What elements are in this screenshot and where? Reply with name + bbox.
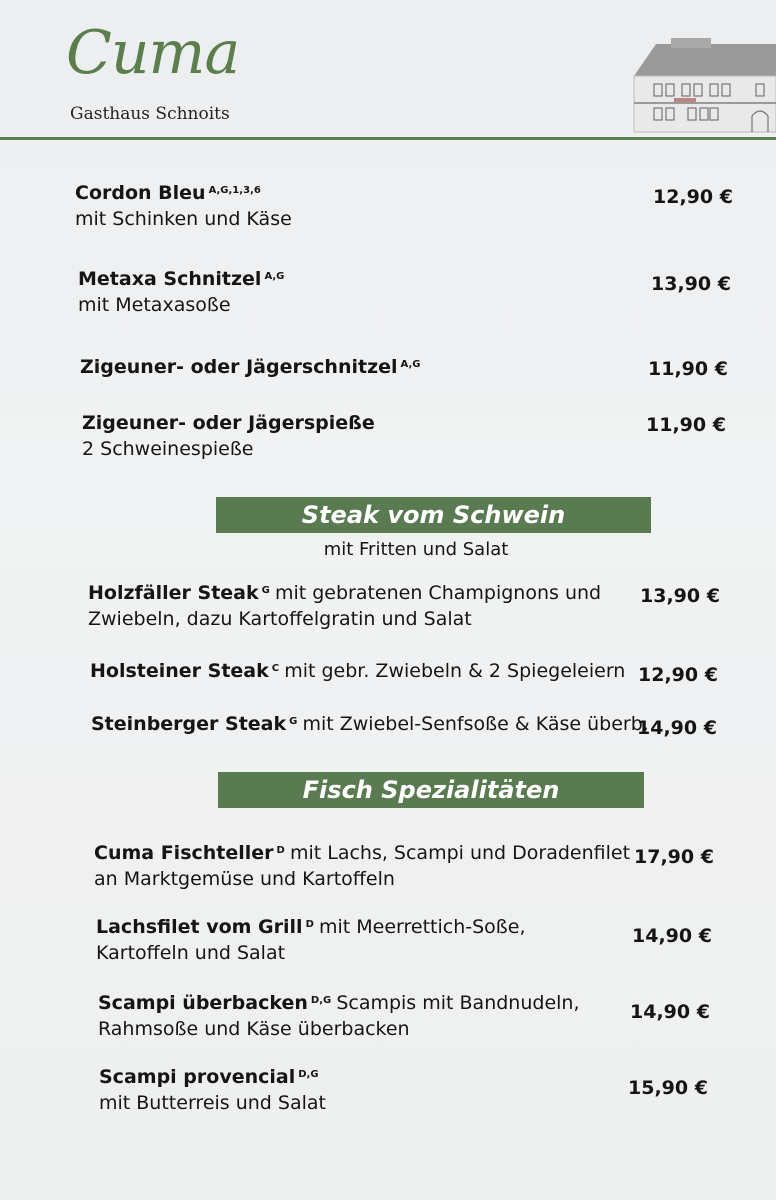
section-subtitle-steak: mit Fritten und Salat [323,539,509,560]
section-banner-fish: Fisch Spezialitäten [218,772,644,808]
item-name: Lachsfilet vom Grill [96,916,303,938]
item-description: mit Butterreis und Salat [99,1092,326,1114]
item-description: mit Zwiebel-Senfsoße & Käse überb. [302,713,649,735]
menu-item [96,916,525,964]
menu-item [98,992,580,1040]
item-price: 11,90 € [648,358,728,380]
item-allergens: C [271,662,280,674]
item-price: 13,90 € [651,273,731,295]
menu-item [80,356,420,378]
item-description: mit Metaxasoße [78,294,231,316]
item-description: 2 Schweinespieße [82,438,254,460]
item-allergens: G [261,584,270,596]
item-name: Holzfäller Steak [88,582,259,604]
item-name: Cordon Bleu [75,182,206,204]
item-description-2: Zwiebeln, dazu Kartoffelgratin und Salat [88,608,472,630]
header-divider [0,137,776,140]
item-allergens: D [276,844,285,856]
item-name: Holsteiner Steak [90,660,269,682]
item-description: mit Lachs, Scampi und Doradenfilet [289,842,631,864]
restaurant-subtitle: Gasthaus Schnoits [70,104,230,124]
item-price: 14,90 € [637,717,717,739]
item-name: Cuma Fischteller [94,842,274,864]
item-price: 14,90 € [632,925,712,947]
menu-item [91,713,649,735]
item-description-2: Kartoffeln und Salat [96,942,286,964]
menu-item [75,182,292,230]
item-name: Zigeuner- oder Jägerschnitzel [80,356,398,378]
menu-item [90,660,625,682]
item-allergens: D,G [310,994,332,1006]
item-price: 17,90 € [634,846,714,868]
item-description-2: Rahmsoße und Käse überbacken [98,1018,410,1040]
item-name: Zigeuner- oder Jägerspieße [82,412,375,434]
item-name: Scampi überbacken [98,992,308,1014]
item-name: Metaxa Schnitzel [78,268,262,290]
item-price: 12,90 € [638,664,718,686]
item-price: 13,90 € [640,585,720,607]
item-allergens: D [305,918,314,930]
item-description: Scampis mit Bandnudeln, [336,992,580,1014]
menu-item [78,268,284,316]
item-allergens: A,G [264,270,285,282]
item-price: 15,90 € [628,1077,708,1099]
menu-item [88,582,601,630]
item-allergens: G [289,715,298,727]
item-description: mit Meerrettich-Soße, [318,916,526,938]
restaurant-logo: Cuma [66,18,240,88]
item-allergens: A,G [400,358,421,370]
item-description: mit gebr. Zwiebeln & 2 Spiegeleiern [284,660,626,682]
item-description: mit gebratenen Champignons und [274,582,602,604]
menu-item [94,842,630,890]
menu-item [82,412,375,460]
building-illustration-icon [626,36,776,134]
item-allergens: A,G,1,3,6 [208,184,261,196]
item-allergens: D,G [298,1068,319,1080]
item-price: 12,90 € [653,186,733,208]
menu-item [99,1066,326,1114]
menu-header [0,0,776,145]
item-name: Steinberger Steak [91,713,287,735]
item-price: 11,90 € [646,414,726,436]
section-banner-steak: Steak vom Schwein [216,497,651,533]
item-name: Scampi provencial [99,1066,296,1088]
item-description-2: an Marktgemüse und Kartoffeln [94,868,395,890]
item-price: 14,90 € [630,1001,710,1023]
item-description: mit Schinken und Käse [75,208,292,230]
